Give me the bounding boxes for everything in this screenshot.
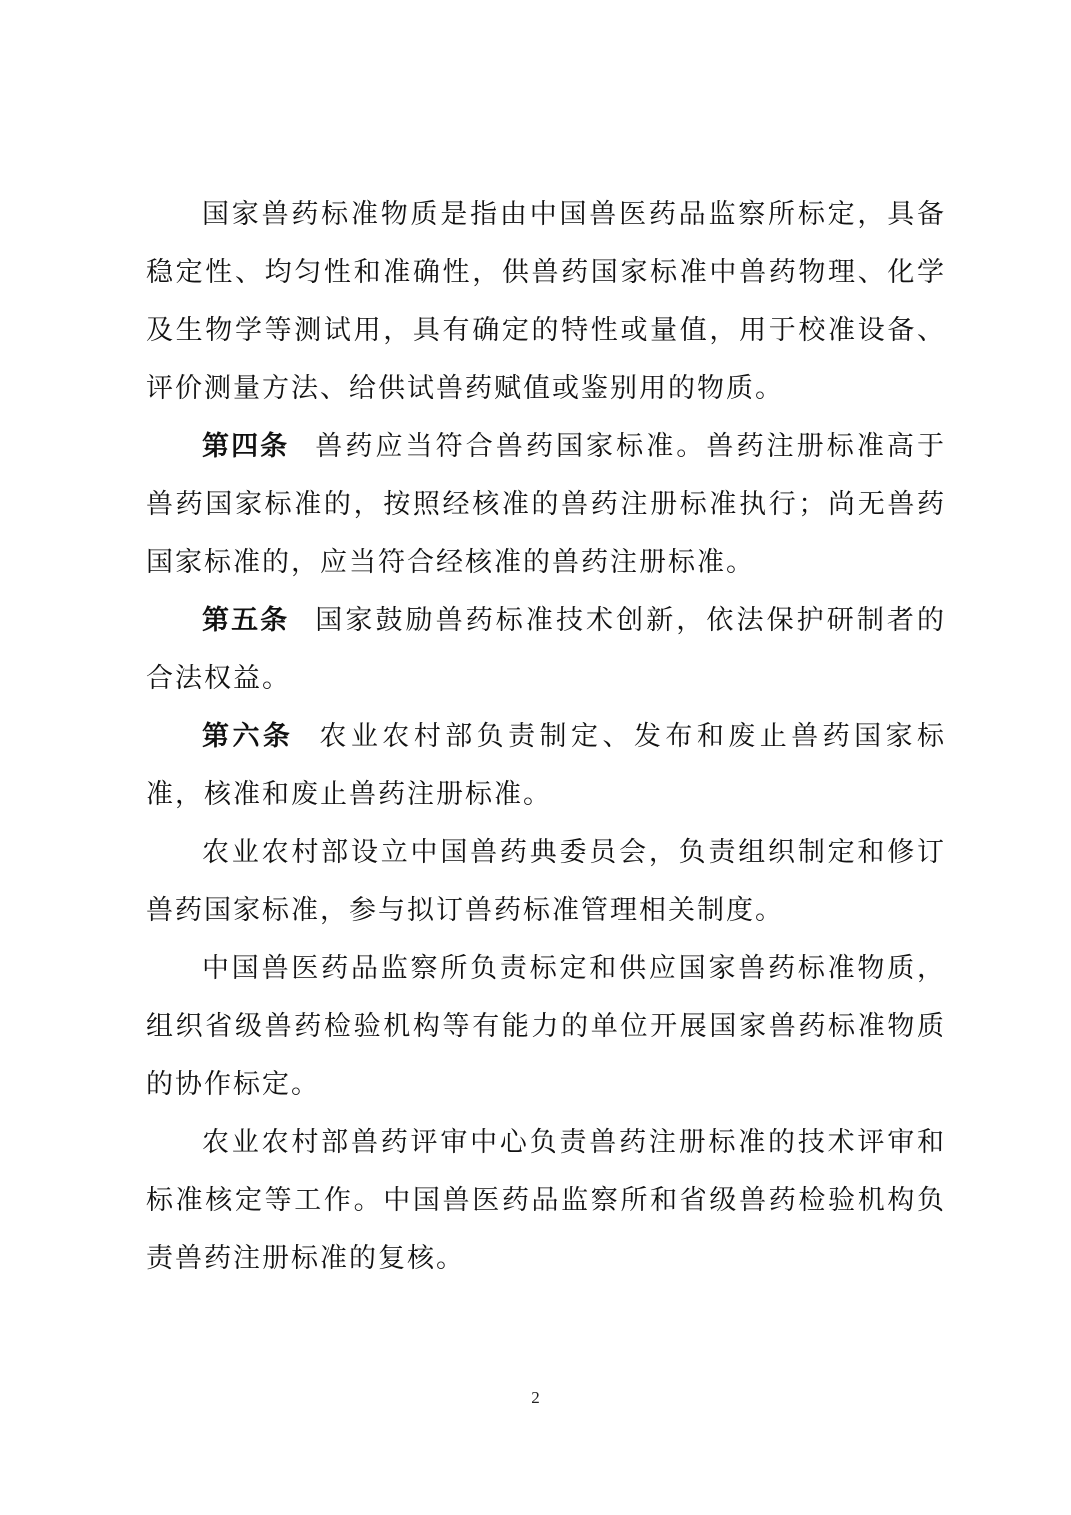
paragraph-text: 中国兽医药品监察所负责标定和供应国家兽药标准物质，组织省级兽药检验机构等有能力的单位开展国家兽药标准物质的协作标定。 — [146, 953, 946, 1100]
paragraph-article-6 — [146, 708, 946, 824]
paragraph-control-institute — [146, 940, 946, 1114]
paragraph-text: 农业农村部兽药评审中心负责兽药注册标准的技术评审和标准核定等工作。中国兽医药品监察所和省级兽药检验机构负责兽药注册标准的复核。 — [146, 1127, 946, 1274]
paragraph-article-5 — [146, 592, 946, 708]
paragraph-text: 农业农村部设立中国兽药典委员会，负责组织制定和修订兽药国家标准，参与拟订兽药标准管理相关制度。 — [146, 837, 946, 926]
page-number: 2 — [531, 1388, 540, 1407]
document-body — [146, 186, 946, 1288]
paragraph-article-4 — [146, 418, 946, 592]
paragraph-text: 国家兽药标准物质是指由中国兽医药品监察所标定，具备稳定性、均匀性和准确性，供兽药国家标准中兽药物理、化学及生物学等测试用，具有确定的特性或量值，用于校准设备、评价测量方法、给供试兽药赋值或鉴别用的物质。 — [146, 199, 946, 404]
paragraph-text: 国家鼓励兽药标准技术创新，依法保护研制者的合法权益。 — [146, 605, 947, 694]
article-label: 第五条 — [202, 605, 290, 636]
paragraph-standard-material-definition — [146, 186, 946, 418]
paragraph-review-center — [146, 1114, 946, 1288]
paragraph-text: 农业农村部负责制定、发布和废止兽药国家标准，核准和废止兽药注册标准。 — [146, 721, 947, 810]
article-label: 第四条 — [202, 431, 290, 462]
paragraph-text: 兽药应当符合兽药国家标准。兽药注册标准高于兽药国家标准的，按照经核准的兽药注册标准执行；尚无兽药国家标准的，应当符合经核准的兽药注册标准。 — [146, 431, 947, 578]
article-label: 第六条 — [202, 721, 294, 752]
paragraph-pharmacopoeia-committee — [146, 824, 946, 940]
